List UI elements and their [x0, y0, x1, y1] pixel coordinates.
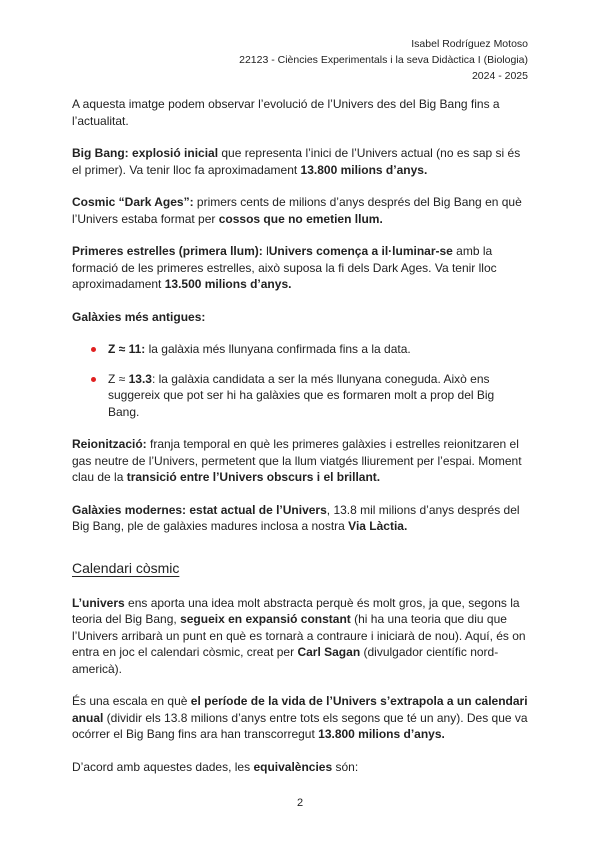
big-bang-paragraph: Big Bang: explosió inicial que representa l’inici de l’Univers actual (no es sap si és el primer). Va tenir lloc fa aproximadament 13.800 milions d’anys. [72, 146, 521, 177]
reionization-paragraph: Reionització: franja temporal en què les primeres galàxies i estrelles reionitzaren el gas neutre de l’Univers, permetent que la llum viatgés lliurement per l’espai. Moment clau de la transició entre l’Univers obscurs i el brillant. [72, 437, 522, 484]
universe-paragraph: L’univers ens aporta una idea molt abstracta perquè és molt gros, ja que, segons la teoria del Big Bang, segueix en expansió constant (hi ha una teoria que diu que l’Univers arribarà un punt en què es tornarà a contraure i iniciarà de nou). Aquí, és on entra en joc el calendari còsmic, creat per Carl Sagan (divulgador científic nord-americà). [72, 595, 526, 676]
oldest-galaxies-heading: Galàxies més antigues: [72, 309, 206, 324]
author-name: Isabel Rodríguez Motoso [411, 38, 528, 50]
document-body [72, 96, 528, 791]
course-name: 22123 - Ciències Experimentals i la seva Didàctica I (Biologia) [239, 54, 528, 66]
dark-ages-paragraph: Cosmic “Dark Ages”: primers cents de milions d’anys després del Big Bang en què l’Univers estaba format per cossos que no emetien llum. [72, 195, 522, 226]
page-header [239, 36, 528, 84]
bullet-icon [91, 347, 96, 352]
list-item: Z ≈ 11: la galàxia més llunyana confirmada fins a la data. [72, 341, 528, 358]
first-stars-paragraph: Primeres estrelles (primera llum): lUnivers comença a il·luminar-se amb la formació de les primeres estrelles, això suposa la fi dels Dark Ages. Va tenir lloc aproximadament 13.500 milions d’anys. [72, 244, 497, 291]
closing-paragraph: D’acord amb aquestes dades, les equivalències són: [72, 759, 359, 774]
bullet-icon [91, 377, 96, 382]
academic-year: 2024 - 2025 [471, 70, 528, 82]
oldest-galaxies-list [72, 341, 528, 420]
intro-paragraph: A aquesta imatge podem observar l’evolució de l’Univers des del Big Bang fins a l’actualitat. [72, 97, 500, 128]
page-number: 2 [296, 797, 304, 809]
section-title: Calendari còsmic [72, 559, 180, 576]
list-item: Z ≈ 13.3: la galàxia candidata a ser la més llunyana coneguda. Això ens suggereix que pot ser hi ha galàxies que es formaren molt a prop del Big Bang. [72, 371, 528, 421]
modern-galaxies-paragraph: Galàxies modernes: estat actual de l’Univers, 13.8 mil milions d’anys després del Big Bang, ple de galàxies madures inclosa a nostra Via Làctia. [72, 502, 520, 533]
scale-paragraph: És una escala en què el període de la vida de l’Univers s’extrapola a un calendari anual (dividir els 13.8 milions d’anys entre tots els segons que té un any). Des que va ocórrer el Big Bang fins ara han transcorregut 13.800 milions d’anys. [72, 694, 528, 741]
